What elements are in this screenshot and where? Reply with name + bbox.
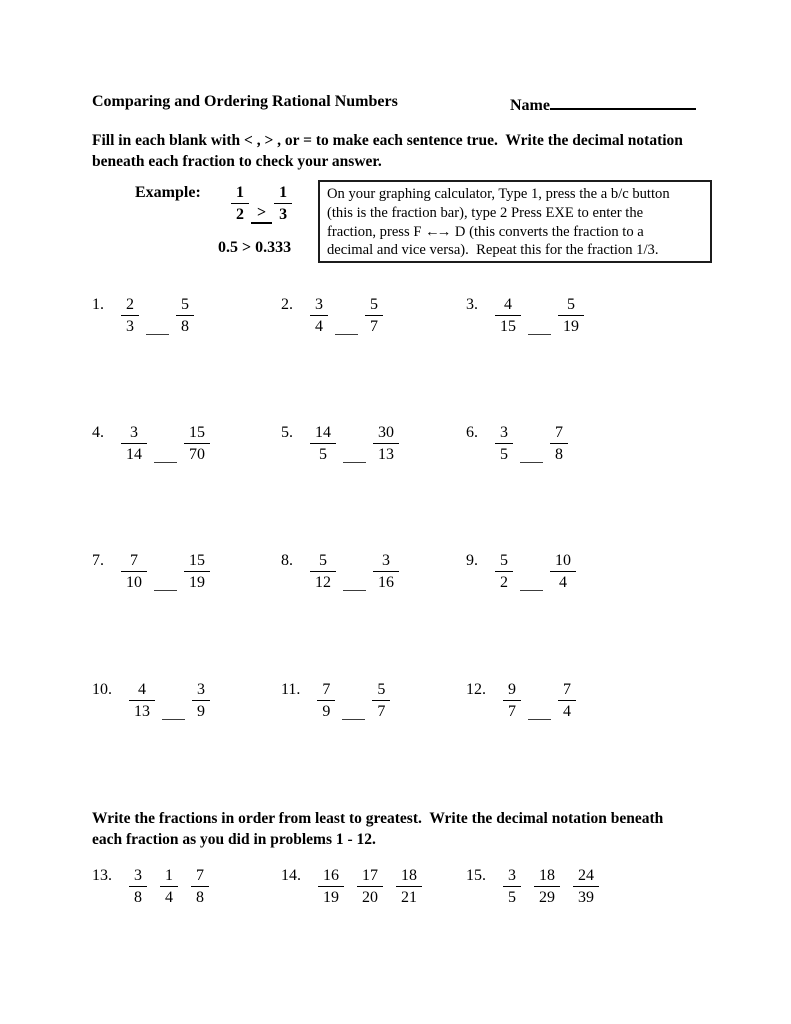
problem-number: 1.: [92, 296, 104, 313]
fraction-left: [310, 295, 328, 337]
problem-3: [466, 295, 584, 337]
calculator-instructions-box: [318, 180, 712, 263]
problem-14: [281, 866, 466, 908]
fraction-right: [365, 295, 383, 337]
fraction-numerator: 3: [121, 423, 147, 444]
fraction-left: [317, 680, 335, 722]
fraction-left: [121, 423, 147, 465]
fraction-denominator: 70: [189, 446, 205, 463]
fraction-numerator: 1: [274, 183, 292, 204]
header: [92, 93, 708, 115]
fraction-right: [550, 423, 568, 465]
fraction-denominator: 13: [378, 446, 394, 463]
fraction-right: [558, 295, 584, 337]
problem-number: 7.: [92, 552, 104, 569]
fraction-left: [495, 423, 513, 465]
fraction-denominator: 10: [126, 574, 142, 591]
problem-number: 6.: [466, 424, 478, 441]
fraction-numerator: 7: [550, 423, 568, 444]
fraction-numerator: 7: [191, 866, 209, 887]
page-title: Comparing and Ordering Rational Numbers: [92, 93, 398, 110]
name-label: Name: [510, 97, 550, 114]
example-label: Example:: [135, 184, 201, 201]
fraction-denominator: 8: [196, 889, 204, 906]
instructions-bottom: [92, 808, 663, 850]
fraction-denominator: 29: [539, 889, 555, 906]
fraction-right: [550, 551, 576, 593]
fraction-numerator: 16: [318, 866, 344, 887]
answer-blank[interactable]: [154, 462, 177, 463]
problem-4: [92, 423, 281, 465]
instructions-top: [92, 130, 683, 172]
instructions-line: each fraction as you did in problems 1 - 12.: [92, 831, 376, 848]
fraction-numerator: 2: [121, 295, 139, 316]
problem-1: [92, 295, 281, 337]
example-decimal-check: 0.5 > 0.333: [218, 239, 292, 256]
problem-row-5: [92, 866, 612, 908]
fraction-right: [558, 680, 576, 722]
fraction-denominator: 7: [377, 703, 386, 720]
fraction-numerator: 3: [310, 295, 328, 316]
fraction-denominator: 2: [500, 574, 508, 591]
fraction-2: [534, 866, 560, 908]
fraction-right: [176, 295, 194, 337]
fraction-numerator: 18: [396, 866, 422, 887]
fraction-numerator: 5: [495, 551, 513, 572]
fraction-denominator: 14: [126, 446, 142, 463]
fraction-denominator: 8: [181, 318, 189, 335]
calc-note-line: [327, 223, 703, 242]
answer-blank[interactable]: [335, 334, 358, 335]
fraction-left: [121, 551, 147, 593]
example-fraction-right: [274, 183, 292, 225]
problem-number: 8.: [281, 552, 293, 569]
example-answer-blank: >: [251, 203, 272, 224]
problem-number: 9.: [466, 552, 478, 569]
name-blank-line[interactable]: [550, 93, 696, 110]
problem-8: [281, 551, 466, 593]
problem-number: 13.: [92, 867, 112, 884]
fraction-denominator: 9: [197, 703, 205, 720]
fraction-numerator: 3: [373, 551, 399, 572]
fraction-denominator: 4: [165, 889, 173, 906]
fraction-denominator: 20: [362, 889, 378, 906]
fraction-numerator: 10: [550, 551, 576, 572]
fraction-numerator: 9: [503, 680, 521, 701]
fraction-1: [318, 866, 344, 908]
calc-note-line: decimal and vice versa). Repeat this for the fraction 1/3.: [327, 242, 659, 259]
fraction-denominator: 7: [370, 318, 378, 335]
fraction-left: [495, 551, 513, 593]
fraction-denominator: 21: [401, 889, 417, 906]
problem-number: 5.: [281, 424, 293, 441]
fraction-3: [396, 866, 422, 908]
fraction-left: [503, 680, 521, 722]
problem-11: [281, 680, 466, 722]
problem-row-3: [92, 551, 576, 593]
answer-blank[interactable]: [343, 590, 366, 591]
fraction-denominator: 7: [508, 703, 516, 720]
fraction-denominator: 5: [500, 446, 508, 463]
fraction-numerator: 15: [184, 423, 210, 444]
fraction-right: [372, 680, 390, 722]
instructions-line: Write the fractions in order from least to greatest. Write the decimal notation beneath: [92, 810, 664, 827]
double-arrow-icon: ←→: [425, 223, 449, 240]
fraction-right: [184, 551, 210, 593]
fraction-3: [191, 866, 209, 908]
fraction-denominator: 19: [189, 574, 205, 591]
fraction-numerator: 17: [357, 866, 383, 887]
problem-number: 11.: [281, 681, 301, 698]
problem-number: 3.: [466, 296, 478, 313]
fraction-numerator: 1: [160, 866, 178, 887]
problem-15: [466, 866, 612, 908]
answer-blank[interactable]: [154, 590, 177, 591]
problem-number: 10.: [92, 681, 112, 698]
fraction-numerator: 3: [192, 680, 210, 701]
problem-7: [92, 551, 281, 593]
fraction-denominator: 4: [559, 574, 567, 591]
fraction-denominator: 4: [315, 318, 323, 335]
name-field-group: [510, 93, 696, 115]
fraction-denominator: 39: [578, 889, 594, 906]
fraction-denominator: 12: [315, 574, 331, 591]
answer-blank[interactable]: [528, 334, 551, 335]
example-fraction-left: [231, 183, 249, 225]
fraction-2: [160, 866, 178, 908]
calc-note-line: On your graphing calculator, Type 1, press the a b/c button: [327, 186, 670, 202]
fraction-denominator: 16: [378, 574, 394, 591]
fraction-denominator: 19: [563, 318, 579, 335]
answer-blank[interactable]: [520, 462, 543, 463]
fraction-right: [373, 551, 399, 593]
fraction-denominator: 5: [508, 889, 516, 906]
fraction-1: [129, 866, 147, 908]
fraction-numerator: 4: [495, 295, 521, 316]
answer-blank[interactable]: [528, 719, 551, 720]
fraction-numerator: 1: [231, 183, 249, 204]
problem-9: [466, 551, 576, 593]
problem-13: [92, 866, 281, 908]
fraction-numerator: 7: [121, 551, 147, 572]
fraction-denominator: 5: [319, 446, 327, 463]
answer-blank[interactable]: [162, 719, 185, 720]
problem-5: [281, 423, 466, 465]
fraction-numerator: 3: [129, 866, 147, 887]
problem-number: 12.: [466, 681, 486, 698]
fraction-numerator: 3: [503, 866, 521, 887]
fraction-denominator: 19: [323, 889, 339, 906]
fraction-3: [573, 866, 599, 908]
problem-number: 4.: [92, 424, 104, 441]
fraction-numerator: 5: [310, 551, 336, 572]
problem-number: 15.: [466, 867, 486, 884]
fraction-denominator: 13: [134, 703, 150, 720]
fraction-numerator: 15: [184, 551, 210, 572]
fraction-numerator: 30: [373, 423, 399, 444]
fraction-denominator: 3: [279, 206, 288, 223]
answer-blank[interactable]: [342, 719, 365, 720]
fraction-denominator: 3: [126, 318, 134, 335]
example-comparison: [231, 183, 292, 225]
fraction-right: [373, 423, 399, 465]
fraction-denominator: 9: [322, 703, 331, 720]
calc-note-line: (this is the fraction bar), type 2 Press EXE to enter the: [327, 204, 644, 221]
calc-note-text: D (this converts the fraction to a: [451, 223, 644, 240]
instructions-line: Fill in each blank with < , > , or = to make each sentence true. Write the decimal notation: [92, 132, 683, 149]
problem-row-1: [92, 295, 584, 337]
answer-blank[interactable]: [343, 462, 366, 463]
fraction-left: [495, 295, 521, 337]
fraction-numerator: 7: [558, 680, 576, 701]
fraction-denominator: 8: [134, 889, 142, 906]
problem-12: [466, 680, 576, 722]
fraction-left: [310, 551, 336, 593]
fraction-numerator: 3: [495, 423, 513, 444]
fraction-denominator: 15: [500, 318, 516, 335]
fraction-left: [121, 295, 139, 337]
calc-note-text: fraction, press F: [327, 223, 426, 240]
problem-6: [466, 423, 568, 465]
fraction-2: [357, 866, 383, 908]
fraction-denominator: 2: [236, 206, 244, 223]
fraction-numerator: 4: [129, 680, 155, 701]
answer-blank[interactable]: [520, 590, 543, 591]
fraction-numerator: 5: [365, 295, 383, 316]
fraction-left: [129, 680, 155, 722]
problem-row-2: [92, 423, 568, 465]
fraction-numerator: 24: [573, 866, 599, 887]
fraction-right: [192, 680, 210, 722]
fraction-numerator: 5: [372, 680, 390, 701]
problem-2: [281, 295, 466, 337]
fraction-numerator: 7: [317, 680, 335, 701]
fraction-numerator: 5: [176, 295, 194, 316]
instructions-line: beneath each fraction to check your answer.: [92, 153, 382, 170]
fraction-right: [184, 423, 210, 465]
fraction-numerator: 18: [534, 866, 560, 887]
fraction-numerator: 14: [310, 423, 336, 444]
fraction-left: [310, 423, 336, 465]
answer-blank[interactable]: [146, 334, 169, 335]
problem-number: 14.: [281, 867, 301, 884]
problem-10: [92, 680, 281, 722]
fraction-numerator: 5: [558, 295, 584, 316]
problem-row-4: [92, 680, 576, 722]
problem-number: 2.: [281, 296, 293, 313]
fraction-1: [503, 866, 521, 908]
fraction-denominator: 4: [563, 703, 571, 720]
fraction-denominator: 8: [555, 446, 563, 463]
